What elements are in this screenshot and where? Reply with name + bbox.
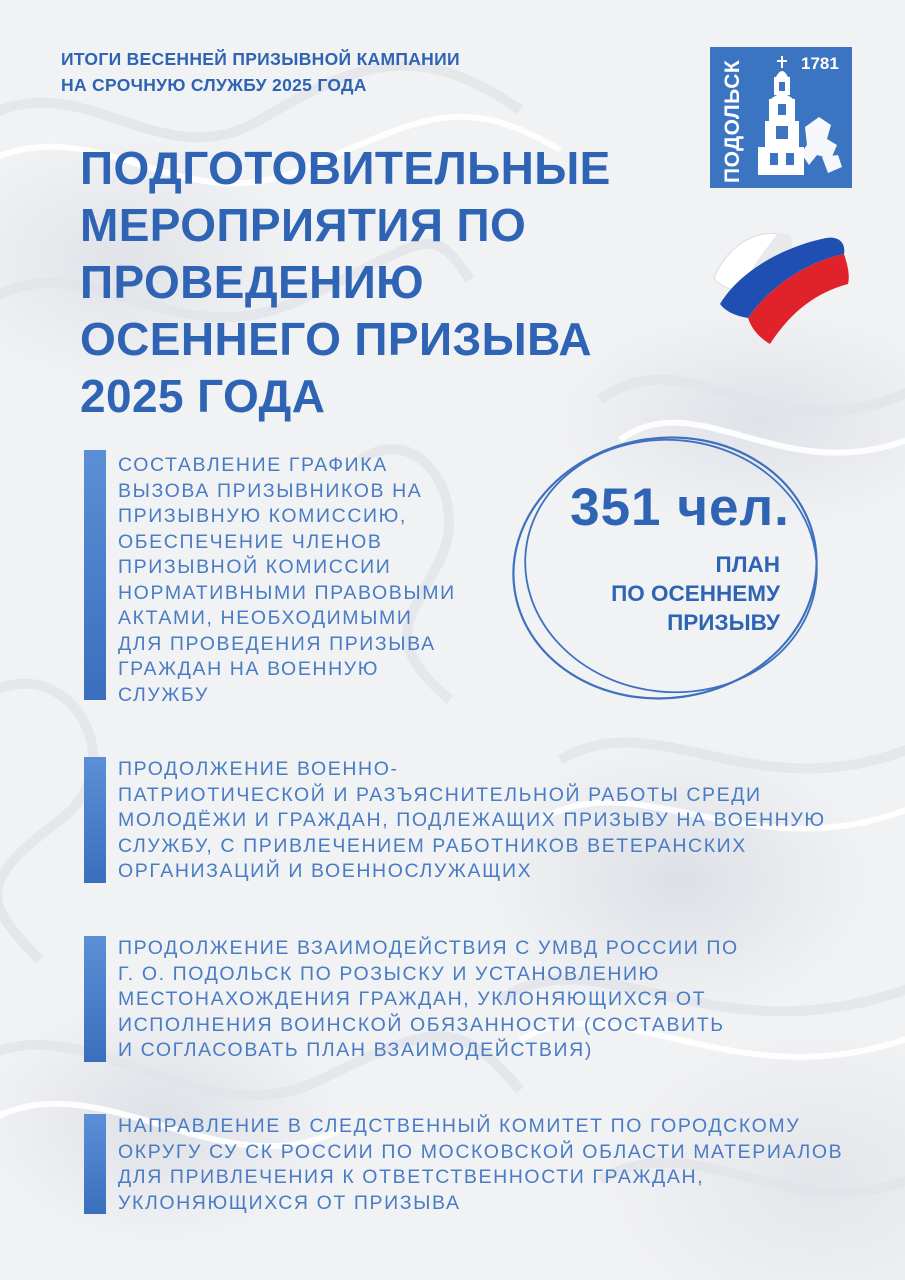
item-1-line: ОБЕСПЕЧЕНИЕ ЧЛЕНОВ bbox=[118, 530, 383, 553]
item-1-accent-bar bbox=[84, 450, 106, 700]
item-1-line: НОРМАТИВНЫМИ ПРАВОВЫМИ bbox=[118, 581, 456, 604]
item-4-line: ОКРУГУ СУ СК РОССИИ ПО МОСКОВСКОЙ ОБЛАСТИ МАТЕРИАЛОВ bbox=[118, 1140, 844, 1163]
item-1-line: СОСТАВЛЕНИЕ ГРАФИКА bbox=[118, 454, 388, 476]
plan-caption-line-3: ПРИЗЫВУ bbox=[667, 610, 780, 635]
item-2-line: ОРГАНИЗАЦИЙ И ВОЕННОСЛУЖАЩИХ bbox=[118, 860, 533, 882]
item-2-line: СЛУЖБУ, С ПРИВЛЕЧЕНИЕМ РАБОТНИКОВ ВЕТЕРАНСКИХ bbox=[118, 834, 747, 857]
plan-caption-line-2: ПО ОСЕННЕМУ bbox=[611, 581, 780, 606]
plan-number: 351 чел. bbox=[570, 478, 790, 537]
page-title bbox=[80, 140, 640, 425]
church-icon bbox=[758, 56, 804, 175]
item-1-line: ПРИЗЫВНУЮ КОМИССИЮ, bbox=[118, 505, 407, 527]
russian-flag-ribbon bbox=[708, 226, 856, 350]
title-line-3: ПРОВЕДЕНИЮ bbox=[80, 256, 424, 308]
list-item bbox=[118, 936, 739, 1064]
title-line-1: ПОДГОТОВИТЕЛЬНЫЕ bbox=[80, 142, 611, 194]
item-1-line: АКТАМИ, НЕОБХОДИМЫМИ bbox=[118, 607, 413, 629]
item-4-accent-bar bbox=[84, 1114, 106, 1214]
item-1-line: ДЛЯ ПРОВЕДЕНИЯ ПРИЗЫВА bbox=[118, 632, 436, 655]
sculpture-icon bbox=[801, 117, 842, 173]
list-item bbox=[118, 757, 826, 885]
item-3-accent-bar bbox=[84, 936, 106, 1062]
item-1-line: ВЫЗОВА ПРИЗЫВНИКОВ НА bbox=[118, 479, 423, 502]
item-2-line: МОЛОДЁЖИ И ГРАЖДАН, ПОДЛЕЖАЩИХ ПРИЗЫВУ НА ВОЕННУЮ bbox=[118, 809, 826, 831]
list-item bbox=[118, 1114, 843, 1216]
item-4-line: ДЛЯ ПРИВЛЕЧЕНИЯ К ОТВЕТСТВЕННОСТИ ГРАЖДАН, bbox=[118, 1166, 705, 1188]
item-3-line: ПРОДОЛЖЕНИЕ ВЗАИМОДЕЙСТВИЯ С УМВД РОССИИ ПО bbox=[118, 937, 739, 959]
item-2-line: ПАТРИОТИЧЕСКОЙ И РАЗЪЯСНИТЕЛЬНОЙ РАБОТЫ СРЕДИ bbox=[118, 783, 762, 806]
item-3-line: Г. О. ПОДОЛЬСК ПО РОЗЫСКУ И УСТАНОВЛЕНИЮ bbox=[118, 962, 660, 985]
item-4-line: УКЛОНЯЮЩИХСЯ ОТ ПРИЗЫВА bbox=[118, 1191, 461, 1214]
list-item bbox=[118, 453, 456, 708]
title-line-4: ОСЕННЕГО ПРИЗЫВА bbox=[80, 313, 593, 365]
item-2-accent-bar bbox=[84, 757, 106, 883]
item-3-line: И СОГЛАСОВАТЬ ПЛАН ВЗАИМОДЕЙСТВИЯ) bbox=[118, 1039, 593, 1061]
item-1-line: ПРИЗЫВНОЙ КОМИССИИ bbox=[118, 556, 392, 578]
title-line-2: МЕРОПРИЯТИЯ ПО bbox=[80, 199, 527, 251]
item-1-line: СЛУЖБУ bbox=[118, 683, 209, 706]
item-4-line: НАПРАВЛЕНИЕ В СЛЕДСТВЕННЫЙ КОМИТЕТ ПО ГОРОДСКОМУ bbox=[118, 1115, 801, 1137]
item-3-line: ИСПОЛНЕНИЯ ВОИНСКОЙ ОБЯЗАННОСТИ (СОСТАВИТЬ bbox=[118, 1013, 725, 1036]
item-2-line: ПРОДОЛЖЕНИЕ ВОЕННО- bbox=[118, 758, 399, 780]
logo-emblem bbox=[710, 47, 852, 188]
item-3-line: МЕСТОНАХОЖДЕНИЯ ГРАЖДАН, УКЛОНЯЮЩИХСЯ ОТ bbox=[118, 988, 707, 1010]
podolsk-logo bbox=[710, 47, 852, 188]
kicker-line-2: НА СРОЧНУЮ СЛУЖБУ 2025 ГОДА bbox=[61, 75, 367, 95]
campaign-kicker bbox=[61, 46, 460, 98]
logo-city-text: ПОДОЛЬСК bbox=[721, 59, 744, 183]
plan-caption bbox=[560, 550, 780, 637]
kicker-line-1: ИТОГИ ВЕСЕННЕЙ ПРИЗЫВНОЙ КАМПАНИИ bbox=[61, 49, 460, 69]
logo-year-text: 1781 bbox=[801, 54, 839, 73]
item-1-line: ГРАЖДАН НА ВОЕННУЮ bbox=[118, 658, 380, 680]
title-line-5: 2025 ГОДА bbox=[80, 370, 326, 422]
plan-caption-line-1: ПЛАН bbox=[715, 552, 780, 577]
